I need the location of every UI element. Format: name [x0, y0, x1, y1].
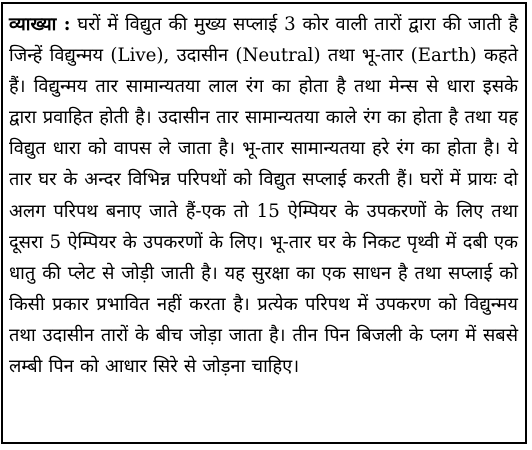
text-line: वापस ले जाता है। भू-तार सामान्यतया हरे रंग का होता है। ये तार [9, 138, 518, 191]
text-line: होता है तथा मेन्स से धारा इसके द्वारा प्रवाहित होती है। उदासीन [9, 76, 518, 129]
text-line: प्रभावित नहीं करता है। प्रत्येक परिपथ में उपकरण को विद्युन्मय [96, 293, 518, 315]
text-line: घरों में विद्युत की मुख्य सप्लाई 3 कोर वाली तारों द्वारा [77, 14, 436, 35]
explanation-box [1, 2, 527, 444]
text-line: घर के अन्दर विभिन्न परिपथों को विद्युत सप्लाई करती हैं। घरों में [38, 169, 461, 191]
text-line: तार घर के निकट पृथ्वी में दबी एक धातु की प्लेट से जोड़ी जाती [9, 231, 518, 284]
text-line: तार सामान्यतया काले रंग का होता है तथा यह विद्युत धारा को [9, 107, 518, 160]
text-line: तार (Earth) कहते हैं। विद्युन्मय तार सामान्यतया लाल रंग का [9, 45, 518, 98]
text-line: प्रायः दो अलग परिपथ बनाए जाते हैं-एक तो 15 ऐम्पियर के [9, 169, 518, 222]
explanation-paragraph [9, 9, 518, 382]
explanation-heading: व्याख्या : [9, 14, 71, 35]
text-line: है। यह सुरक्षा का एक साधन है तथा सप्लाई को किसी प्रकार [9, 262, 518, 315]
text-line: उपकरणों के लिए तथा दूसरा 5 ऐम्पियर के उपकरणों के लिए। भू- [9, 200, 518, 253]
text-line: प्लग में सबसे लम्बी पिन को आधार सिरे से जोड़ना चाहिए। [9, 324, 518, 378]
text-line: की जाती है जिन्हें विद्युन्मय (Live), उदासीन (Neutral) तथा भू- [9, 14, 518, 67]
text-line: तथा उदासीन तारों के बीच जोड़ा जाता है। तीन पिन बिजली के [9, 324, 423, 346]
